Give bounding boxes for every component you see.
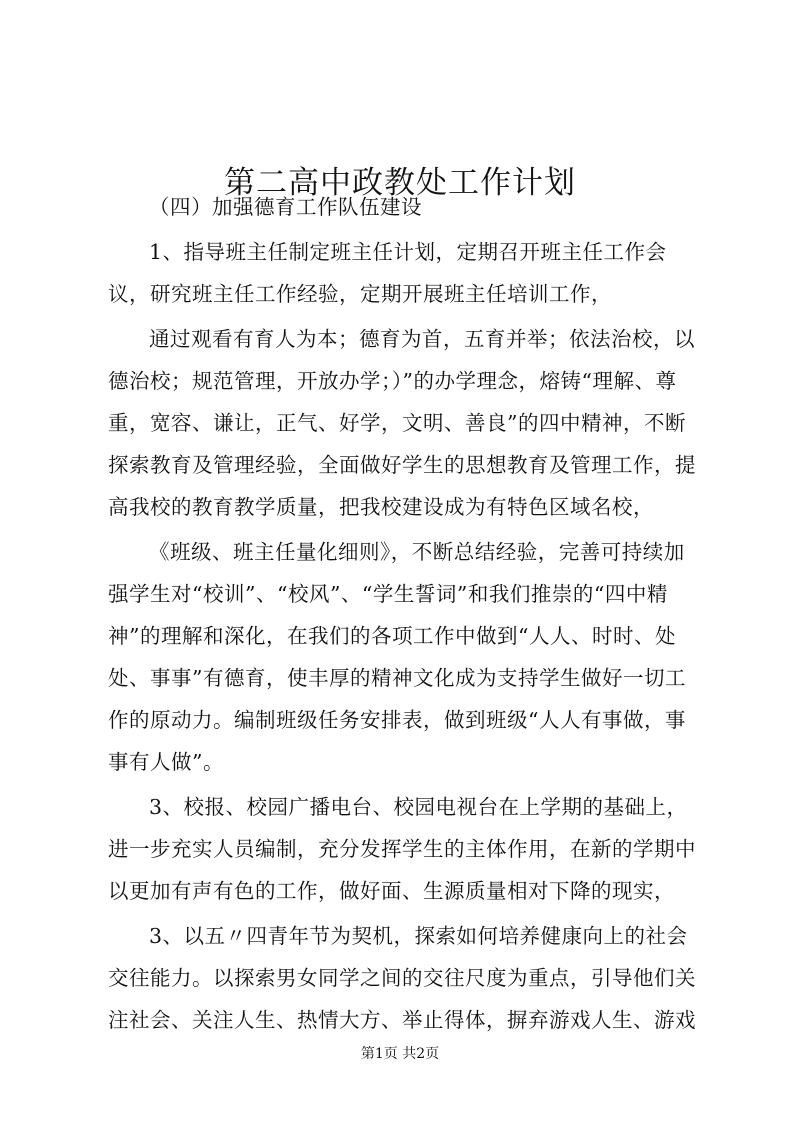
document-body bbox=[108, 186, 698, 1041]
page-footer: 第1页 共2页 bbox=[360, 1046, 440, 1062]
paragraph-2: 通过观看有育人为本；德育为首，五育并举；依法治校，以德治校；规范管理，开放办学；）”的办学理念，熔铸“理解、尊重，宽容、谦让，正气、好学，文明、善良”的四中精神，不断探索教育及管理经验，全面做好学生的思想教育及管理工作，提高我校的教育教学质量，把我校建设成为有特色区域名校， bbox=[108, 327, 696, 519]
paragraph-5: 3、以五〃四青年节为契机，探索如何培养健康向上的社会交往能力。以探索男女同学之间的交往尺度为重点，引导他们关注社会、关注人生、热情大方、举止得体，摒弃游戏人生、游戏 bbox=[108, 924, 696, 1032]
section-heading: （四）加强德育工作队伍建设 bbox=[149, 195, 422, 219]
document-title: 第二高中政教处工作计划 bbox=[224, 164, 576, 201]
paragraph-1: 1、指导班主任制定班主任计划，定期召开班主任工作会议，研究班主任工作经验，定期开展班主任培训工作， bbox=[108, 240, 667, 306]
paragraph-4: 3、校报、校园广播电台、校园电视台在上学期的基础上，进一步充实人员编制，充分发挥学生的主体作用，在新的学期中以更加有声有色的工作，做好面、生源质量相对下降的现实， bbox=[108, 795, 696, 903]
paragraph-3: 《班级、班主任量化细则》，不断总结经验，完善可持续加强学生对“校训”、“校风”、“学生誓词”和我们推崇的“四中精神”的理解和深化，在我们的各项工作中做到“人人、时时、处处、事事”有德育，使丰厚的精神文化成为支持学生做好一切工作的原动力。编制班级任务安排表，做到班级“人人有事做，事事有人做”。 bbox=[108, 540, 686, 774]
